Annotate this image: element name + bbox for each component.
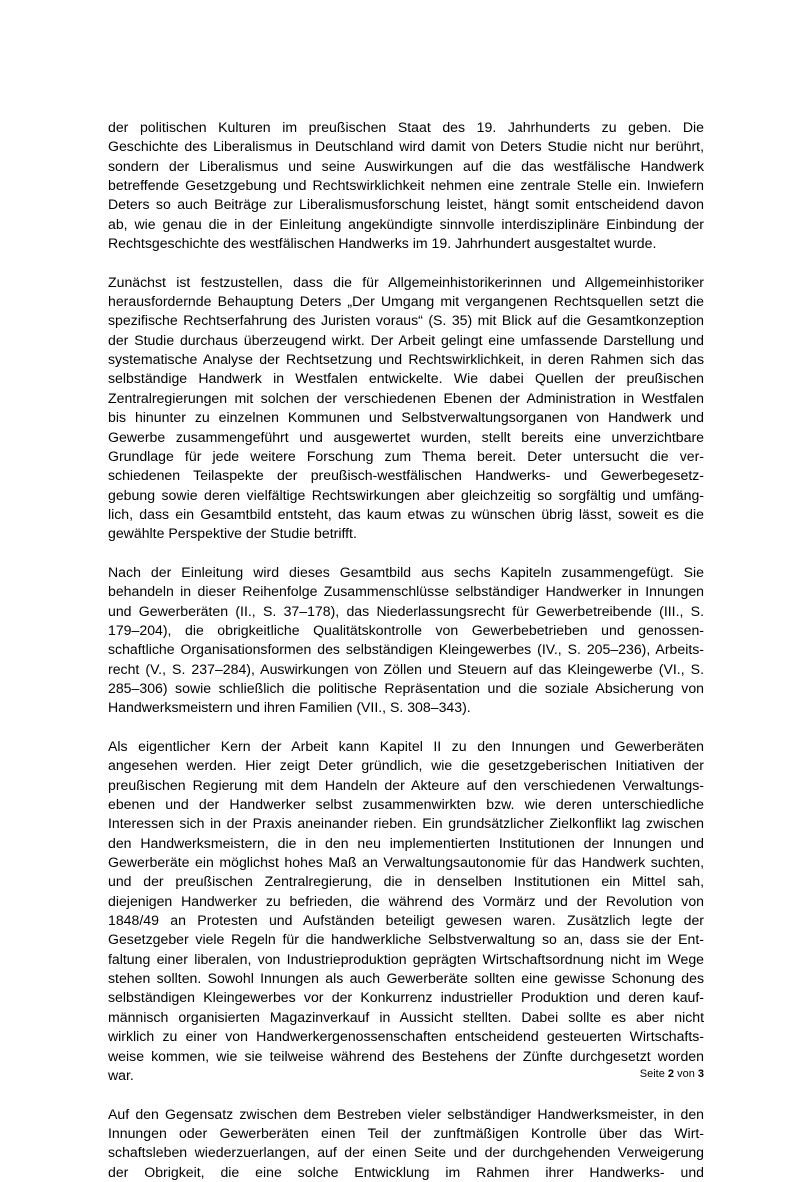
text-line: und Gewerberäten (II., S. 37–178), das Niederlassungsrecht für Gewerbetreibende (III., S. [108,602,704,619]
text-line: sondern der Liberalismus und seine Auswirkungen auf die das westfälische Handwerk [108,157,704,174]
text-line: Rechtsgeschichte des westfälischen Handwerks im 19. Jahrhundert ausgestaltet wurde. [108,235,657,252]
paragraph [108,273,704,544]
text-line: selbständige Handwerk in Westfalen entwickelte. Wie dabei Quellen der preußischen [108,370,704,387]
paragraph-spacer [108,544,704,563]
text-line: recht (V., S. 237–284), Auswirkungen von Zöllen und Steuern auf das Kleingewerbe (VI., S. [108,660,704,677]
text-line: Zentralregierungen mit solchen der verschiedenen Ebenen der Administration in Westfalen [108,389,704,406]
text-line: Auf den Gegensatz zwischen dem Bestreben vieler selbständiger Handwerksmeister, in den [108,1105,704,1122]
paragraph-spacer [108,1085,704,1104]
text-line: ab, wie genau die in der Einleitung angekündigte sinnvolle interdisziplinäre Einbindung der [108,215,704,232]
text-line: der politischen Kulturen im preußischen Staat des 19. Jahrhunderts zu geben. Die [108,119,704,135]
text-line: schaftliche Organisationsformen des selbständigen Kleingewerbes (IV., S. 205–236), Arbeits- [108,641,704,658]
text-line: Nach der Einleitung wird dieses Gesamtbild aus sechs Kapiteln zusammengefügt. Sie [108,563,704,580]
text-line: faltung einer liberalen, von Industrieproduktion geprägten Wirtschaftsordnung nicht im Wege [108,950,704,967]
text-line: Zunächst ist festzustellen, dass die für Allgemeinhistorikerinnen und Allgemeinhistoriker [108,273,704,290]
text-line: bis hinunter zu einzelnen Kommunen und Selbstverwaltungsorganen von Handwerk und [108,409,704,426]
text-line: schiedenen Teilaspekte der preußisch-westfälischen Handwerks- und Gewerbegesetz- [108,467,704,484]
text-line: diejenigen Handwerker zu befrieden, die während des Vormärz und der Revolution von [108,892,704,909]
text-line: Gewerberäte ein möglichst hohes Maß an Verwaltungsautonomie für das Handwerk suchten, [108,854,704,871]
text-line: angesehen werden. Hier zeigt Deter gründlich, wie die gesetzgeberischen Initiativen der [108,757,704,774]
page-label-prefix: Seite [639,1068,668,1080]
text-line: gebung sowie deren vielfältige Rechtswirkungen aber gleichzeitig so sorgfältig und umfäng- [108,486,704,503]
text-line: preußischen Regierung mit dem Handeln der Akteure auf den verschiedenen Verwaltungs- [108,776,704,793]
text-line: gewählte Perspektive der Studie betrifft. [108,525,357,542]
paragraph [108,563,704,718]
text-line: Interessen sich in der Praxis aneinander rieben. Ein grundsätzlicher Zielkonflikt lag zwischen [108,815,704,832]
body-text [108,118,704,1182]
text-line: Deters so auch Beiträge zur Liberalismusforschung leistet, hängt somit entscheidend davon [108,196,704,213]
text-line: lich, dass ein Gesamtbild entsteht, das kaum etwas zu wünschen übrig lässt, soweit es die [108,505,704,522]
text-line: 1848/49 an Protesten und Aufständen beteiligt gewesen waren. Zusätzlich legte der [108,912,704,929]
text-line: schaftsleben wiederzuerlangen, auf der einen Seite und der durchgehenden Verweigerung [108,1144,704,1161]
text-line: der Obrigkeit, die eine solche Entwicklung im Rahmen ihrer Handwerks- und [108,1163,704,1180]
page-number-footer [640,1067,704,1081]
text-line: Grundlage für jede weitere Forschung zum Thema bereit. Deter untersucht die ver- [108,447,704,464]
text-line: Handwerksmeistern und ihren Familien (VII., S. 308–343). [108,699,471,716]
text-line: spezifische Rechtserfahrung des Juristen voraus“ (S. 35) mit Blick auf die Gesamtkonzeption [108,312,704,329]
text-line: stehen sollten. Sowohl Innungen als auch Gewerberäte sollten eine gewisse Schonung des [108,970,704,987]
text-line: der Studie durchaus überzeugend wirkt. Der Arbeit gelingt eine umfassende Darstellung und [108,331,704,348]
paragraph [108,737,704,1085]
text-line: den Handwerksmeistern, die in den neu implementierten Institutionen der Innungen und [108,834,704,851]
text-line: 179–204), die obrigkeitliche Qualitätskontrolle von Gewerbebetrieben und genossen- [108,621,704,638]
paragraph-spacer [108,718,704,737]
text-line: Gewerbe zusammengeführt und ausgewertet wurden, stellt bereits eine unverzichtbare [108,428,704,445]
paragraph-spacer [108,253,704,272]
total-page-count: 3 [697,1068,704,1080]
text-line: selbständigen Kleingewerbes vor der Konkurrenz industrieller Produktion und deren kauf- [108,989,704,1006]
text-line: systematische Analyse der Rechtsetzung und Rechtswirklichkeit, in deren Rahmen sich das [108,351,704,368]
current-page-number: 2 [667,1068,675,1080]
text-line: Als eigentlicher Kern der Arbeit kann Kapitel II zu den Innungen und Gewerberäten [108,738,704,754]
text-line: weise kommen, wie sie teilweise während des Bestehens der Zünfte durchgesetzt worden [108,1047,704,1064]
text-line: herausfordernde Behauptung Deters „Der Umgang mit vergangenen Rechtsquellen setzt die [108,293,704,310]
text-line: war. [108,1066,134,1083]
paragraph [108,1105,704,1182]
text-line: Geschichte des Liberalismus in Deutschland wird damit von Deters Studie nicht nur berührt, [108,138,704,155]
text-line: und der preußischen Zentralregierung, die in denselben Institutionen ein Mittel sah, [108,873,704,890]
text-line: wirklich zu einer von Handwerkergenossenschaften entscheidend gesteuerten Wirtschafts- [108,1028,704,1045]
text-line: Innungen oder Gewerberäten einen Teil der zunftmäßigen Kontrolle über das Wirt- [108,1124,704,1141]
text-line: Gesetzgeber viele Regeln für die handwerkliche Selbstverwaltung so an, dass sie der Ent- [108,931,704,948]
text-line: betreffende Gesetzgebung und Rechtswirklichkeit nehmen eine zentrale Stelle ein. Inwiefern [108,177,704,194]
page-label-separator: von [674,1068,698,1080]
text-line: behandeln in dieser Reihenfolge Zusammenschlüsse selbständiger Handwerker in Innungen [108,583,704,600]
paragraph [108,118,704,253]
text-line: ebenen und der Handwerker selbst zusammenwirkten bzw. wie deren unterschiedliche [108,796,704,813]
text-line: 285–306) sowie schließlich die politische Repräsentation und die soziale Absicherung von [108,679,704,696]
text-line: männisch organisierten Magazinverkauf in Aussicht stellten. Dabei sollte es aber nicht [108,1008,704,1025]
